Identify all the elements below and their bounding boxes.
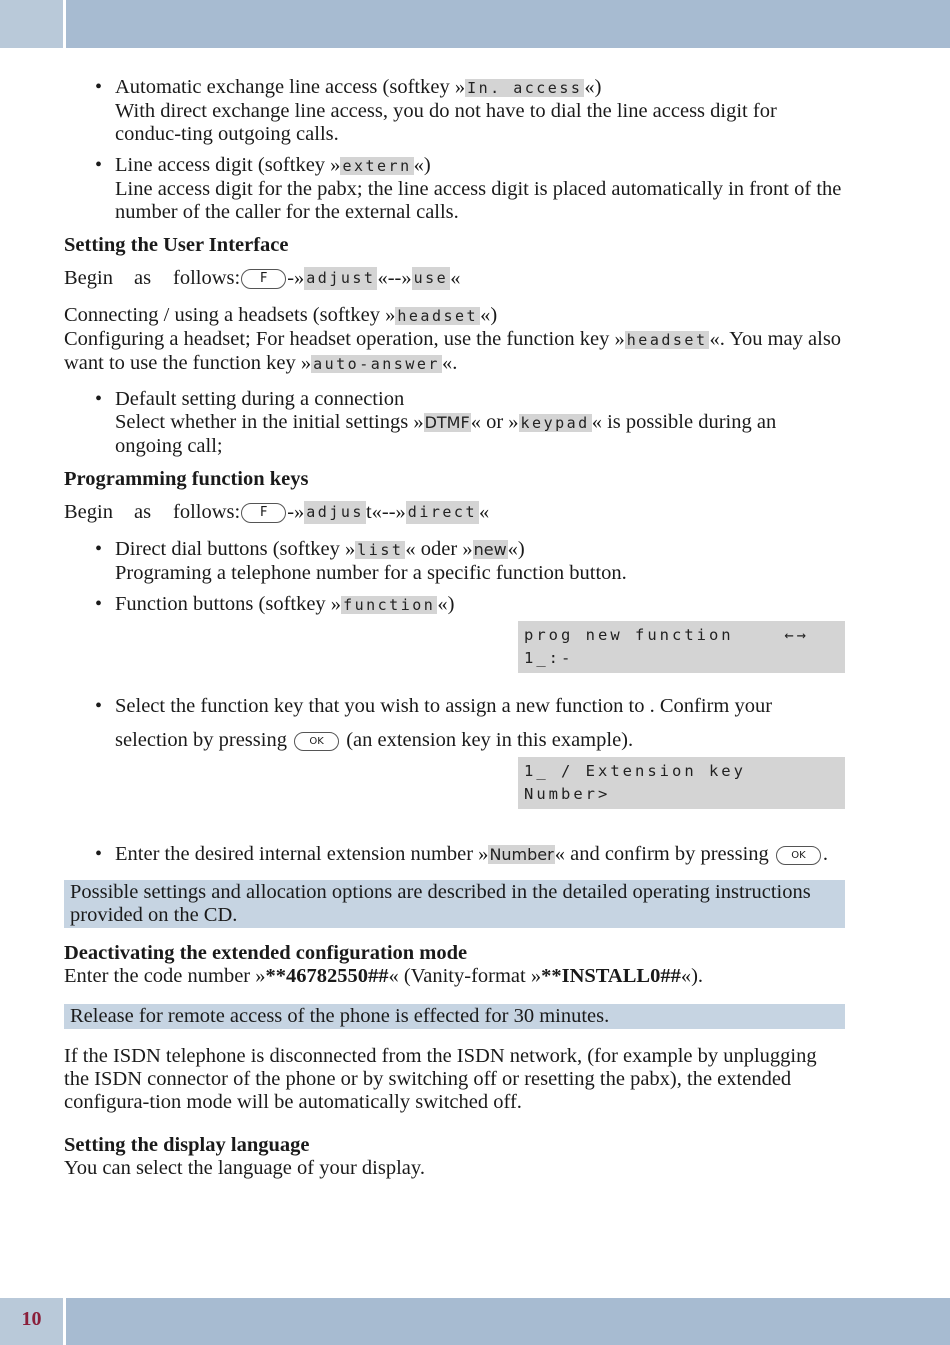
begin-as-follows — [64, 267, 845, 290]
bullet-description: Programing a telephone number for a specific function button. — [115, 562, 627, 584]
heading-deactivate: Deactivating the extended configuration mode — [64, 942, 468, 964]
page-number: 10 — [21, 1308, 42, 1330]
header-band-right — [66, 0, 950, 48]
bullet-text: «) — [413, 154, 431, 176]
text: Function buttons (softkey » — [115, 593, 342, 615]
text: t — [365, 501, 372, 523]
text: « is possible during an ongoing call; — [115, 411, 777, 457]
separator: « — [450, 267, 461, 289]
softkey-list: list — [357, 541, 404, 559]
softkey-headset: headset — [397, 307, 479, 325]
bullet-direct-dial — [64, 538, 845, 585]
softkey-function: function — [343, 596, 436, 614]
option-dtmf: DTMF — [424, 413, 470, 432]
display-line: 1_:- — [524, 649, 574, 667]
text: Select the function key that you wish to assign a new function to . Confirm your selection by pressing — [115, 695, 773, 751]
begin-word: Begin — [64, 501, 113, 523]
softkey-in-access: In. access — [467, 79, 583, 97]
text: « oder » — [405, 538, 473, 560]
text: «. You may also want to use the function key » — [64, 328, 842, 374]
bullet-exchange-access — [64, 76, 845, 146]
bullet-text: Line access digit (softkey » — [115, 154, 341, 176]
text: « (Vanity-format » — [388, 965, 542, 987]
heading-user-interface: Setting the User Interface — [64, 234, 289, 256]
as-word: as — [134, 267, 152, 289]
separator: -» — [287, 267, 305, 289]
bullet-default-setting — [64, 388, 845, 458]
text: «) — [507, 538, 525, 560]
page-content — [64, 76, 845, 1180]
header-band-left — [0, 0, 63, 48]
function-key-auto-answer: auto-answer — [313, 355, 440, 373]
text: Select whether in the initial settings » — [115, 411, 424, 433]
display-line: Number> — [524, 785, 611, 803]
f-key-icon: F — [241, 269, 286, 289]
as-word: as — [134, 501, 152, 523]
deactivate-section — [64, 942, 845, 988]
option-keypad: keypad — [520, 414, 590, 432]
bullet-text: • Default setting during a connection — [115, 388, 405, 410]
lcd-display-prog — [518, 621, 845, 673]
text: «) — [480, 304, 498, 326]
follows-word: follows: — [173, 267, 241, 289]
heading-language: Setting the display language — [64, 1134, 310, 1156]
text: « and confirm by pressing — [554, 843, 769, 865]
code-number: **46782550## — [265, 965, 389, 987]
text: «. — [441, 352, 458, 374]
display-line: prog new function — [524, 626, 734, 644]
separator: «--» — [371, 501, 406, 523]
text: Connecting / using a headsets (softkey » — [64, 304, 396, 326]
ok-key-icon: OK — [776, 846, 821, 865]
bullet-description: With direct exchange line access, you do not have to dial the line access digit for conduc-ting outgoing calls. — [115, 100, 777, 145]
softkey-new: new — [473, 540, 507, 559]
text: Direct dial buttons (softkey » — [115, 538, 356, 560]
arrow-left-right-icon: ←→ — [784, 626, 809, 644]
separator: -» — [287, 501, 305, 523]
begin-word: Begin — [64, 267, 113, 289]
bullet-description: Line access digit for the pabx; the line access digit is placed automatically in front of the number of the caller for the external calls. — [115, 178, 842, 223]
function-key-headset: headset — [626, 331, 708, 349]
field-number: Number — [489, 845, 554, 864]
headset-paragraph — [64, 304, 845, 376]
ok-key-icon: OK — [294, 732, 339, 751]
text: «). — [680, 965, 704, 987]
footer-band-right — [66, 1298, 950, 1345]
text: Configuring a headset; For headset operation, use the function key » — [64, 328, 625, 350]
bullet-line-access-digit — [64, 154, 845, 224]
isdn-paragraph: If the ISDN telephone is disconnected from the ISDN network, (for example by unplugging the ISDN connector of the phone or by switching off or resetting the pabx), the extended configura-tion mode will be automatically switched off. — [64, 1045, 817, 1113]
text: Enter the desired internal extension number » — [115, 843, 489, 865]
menu-use: use — [412, 267, 451, 290]
separator: « — [478, 501, 490, 523]
note-box-settings: Possible settings and allocation options are described in the detailed operating instructions provided on the CD. — [64, 880, 845, 928]
menu-adjust: adjust — [304, 267, 377, 290]
softkey-extern: extern — [342, 157, 412, 175]
display-line: 1_ / Extension key — [524, 762, 746, 780]
note-box-remote-access: Release for remote access of the phone is effected for 30 minutes. — [64, 1004, 845, 1029]
vanity-code: **INSTALL0## — [541, 965, 681, 987]
f-key-icon: F — [241, 503, 286, 523]
lcd-display-extension — [518, 757, 845, 809]
text: (an extension key in this example). — [346, 729, 634, 751]
text: . — [822, 843, 829, 865]
menu-adjust: adjus — [304, 501, 366, 524]
bullet-function-buttons — [64, 593, 845, 617]
bullet-enter-number — [64, 843, 845, 866]
text: You can select the language of your display. — [64, 1157, 425, 1179]
follows-word: follows: — [173, 501, 241, 523]
begin-as-follows — [64, 501, 845, 524]
text: «) — [437, 593, 455, 615]
separator: «--» — [377, 267, 412, 289]
menu-direct: direct — [406, 501, 479, 524]
bullet-text: Automatic exchange line access (softkey » — [115, 76, 466, 98]
bullet-text: «) — [584, 76, 602, 98]
text: Enter the code number » — [64, 965, 266, 987]
bullet-select-key — [64, 689, 845, 757]
text: « or » — [470, 411, 519, 433]
language-section — [64, 1134, 845, 1180]
heading-programming-keys: Programming function keys — [64, 468, 309, 490]
